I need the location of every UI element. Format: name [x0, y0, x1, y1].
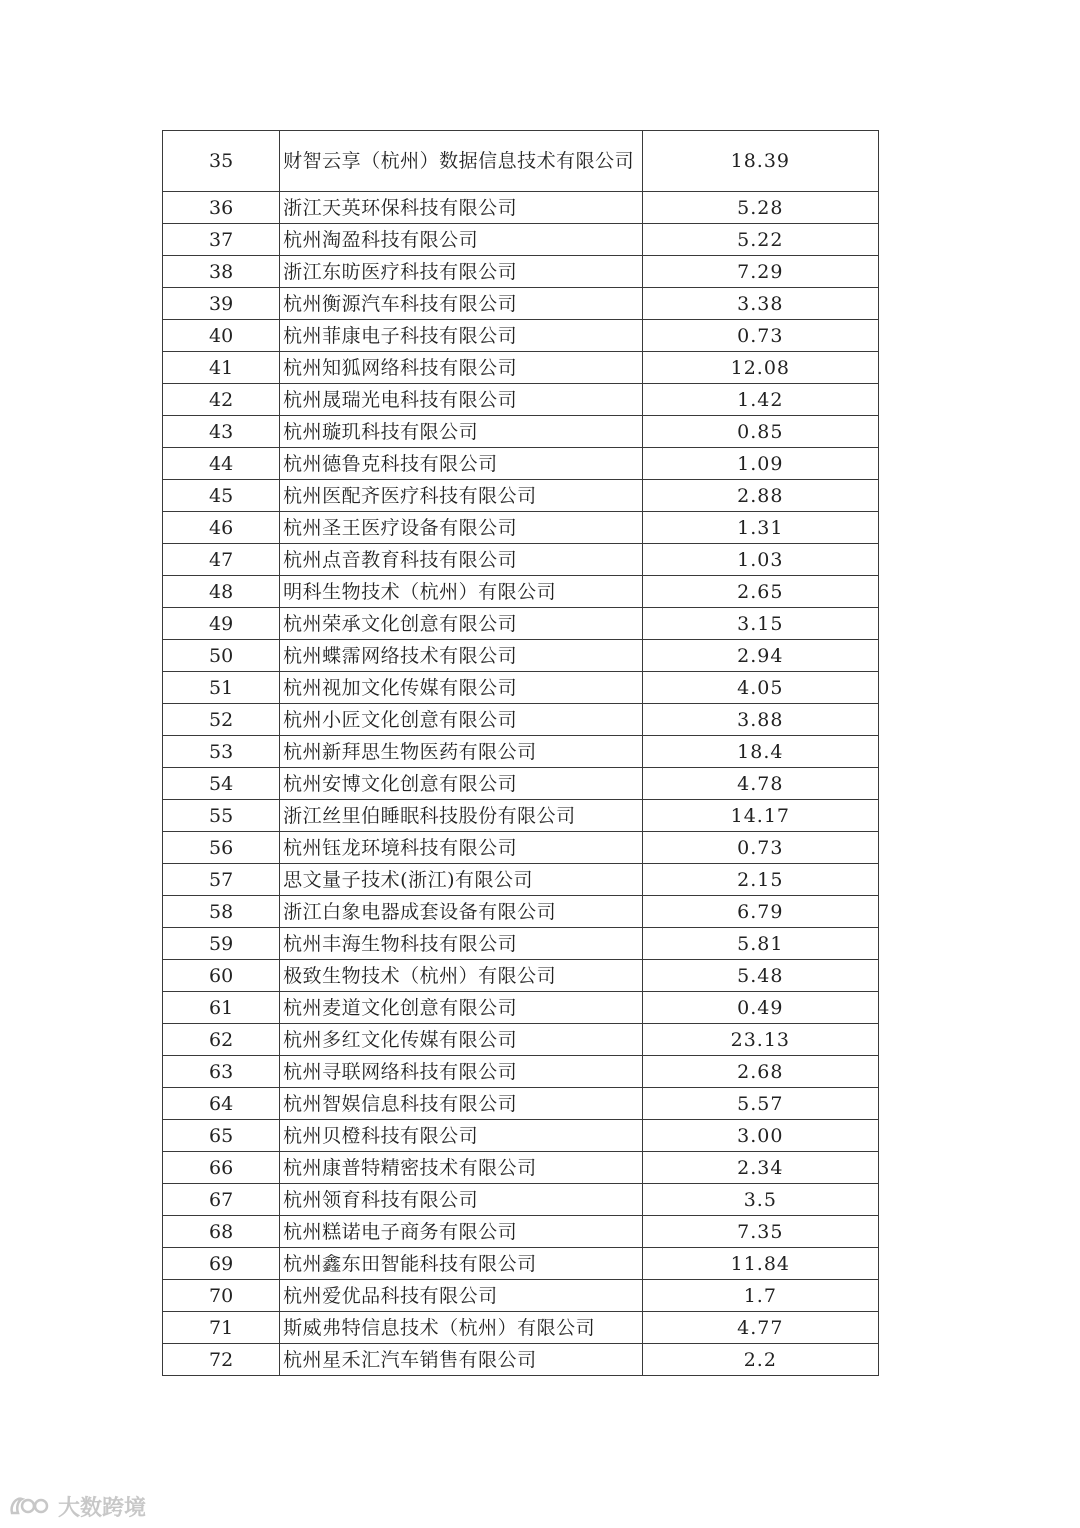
table-row: [163, 896, 879, 928]
amount-cell: 1.42: [642, 384, 878, 416]
company-name-cell: 浙江东昉医疗科技有限公司: [280, 256, 643, 288]
amount-cell: 3.38: [642, 288, 878, 320]
amount-cell: 2.94: [642, 640, 878, 672]
company-name-cell: 杭州衡源汽车科技有限公司: [280, 288, 643, 320]
company-name-cell: 杭州康普特精密技术有限公司: [280, 1152, 643, 1184]
amount-cell: 3.88: [642, 704, 878, 736]
row-number-cell: 56: [163, 832, 280, 864]
amount-cell: 2.65: [642, 576, 878, 608]
table-row: [163, 736, 879, 768]
company-name-cell: 斯威弗特信息技术（杭州）有限公司: [280, 1312, 643, 1344]
company-name-cell: 浙江白象电器成套设备有限公司: [280, 896, 643, 928]
company-name-cell: 杭州荣承文化创意有限公司: [280, 608, 643, 640]
amount-cell: 0.49: [642, 992, 878, 1024]
row-number-cell: 41: [163, 352, 280, 384]
row-number-cell: 71: [163, 1312, 280, 1344]
row-number-cell: 37: [163, 224, 280, 256]
amount-cell: 23.13: [642, 1024, 878, 1056]
company-name-cell: 浙江天英环保科技有限公司: [280, 192, 643, 224]
company-name-cell: 杭州璇玑科技有限公司: [280, 416, 643, 448]
amount-cell: 5.57: [642, 1088, 878, 1120]
company-name-cell: 杭州医配齐医疗科技有限公司: [280, 480, 643, 512]
row-number-cell: 52: [163, 704, 280, 736]
company-name-cell: 杭州爱优品科技有限公司: [280, 1280, 643, 1312]
amount-cell: 5.48: [642, 960, 878, 992]
table-row: [163, 288, 879, 320]
row-number-cell: 49: [163, 608, 280, 640]
table-row: [163, 704, 879, 736]
row-number-cell: 57: [163, 864, 280, 896]
row-number-cell: 40: [163, 320, 280, 352]
watermark: [8, 1491, 146, 1521]
table-row: [163, 1088, 879, 1120]
amount-cell: 2.68: [642, 1056, 878, 1088]
amount-cell: 11.84: [642, 1248, 878, 1280]
table-row: [163, 864, 879, 896]
company-name-cell: 杭州菲康电子科技有限公司: [280, 320, 643, 352]
amount-cell: 0.73: [642, 832, 878, 864]
amount-cell: 3.00: [642, 1120, 878, 1152]
row-number-cell: 46: [163, 512, 280, 544]
company-name-cell: 杭州德鲁克科技有限公司: [280, 448, 643, 480]
row-number-cell: 59: [163, 928, 280, 960]
amount-cell: 4.77: [642, 1312, 878, 1344]
table-row: [163, 608, 879, 640]
amount-cell: 0.73: [642, 320, 878, 352]
company-table: [162, 130, 879, 1376]
table-row: [163, 576, 879, 608]
company-name-cell: 杭州丰海生物科技有限公司: [280, 928, 643, 960]
company-name-cell: 杭州星禾汇汽车销售有限公司: [280, 1344, 643, 1376]
table-body: [163, 131, 879, 1376]
row-number-cell: 54: [163, 768, 280, 800]
row-number-cell: 35: [163, 131, 280, 192]
amount-cell: 5.28: [642, 192, 878, 224]
row-number-cell: 39: [163, 288, 280, 320]
brand-logo-icon: [8, 1493, 52, 1519]
row-number-cell: 53: [163, 736, 280, 768]
company-name-cell: 杭州寻联网络科技有限公司: [280, 1056, 643, 1088]
company-name-cell: 财智云享（杭州）数据信息技术有限公司: [280, 131, 643, 192]
amount-cell: 1.31: [642, 512, 878, 544]
company-name-cell: 杭州多红文化传媒有限公司: [280, 1024, 643, 1056]
table-row: [163, 384, 879, 416]
company-name-cell: 杭州贝橙科技有限公司: [280, 1120, 643, 1152]
table-row: [163, 992, 879, 1024]
table-row: [163, 480, 879, 512]
table-row: [163, 768, 879, 800]
amount-cell: 2.2: [642, 1344, 878, 1376]
row-number-cell: 44: [163, 448, 280, 480]
row-number-cell: 70: [163, 1280, 280, 1312]
company-name-cell: 杭州鑫东田智能科技有限公司: [280, 1248, 643, 1280]
row-number-cell: 58: [163, 896, 280, 928]
row-number-cell: 48: [163, 576, 280, 608]
row-number-cell: 38: [163, 256, 280, 288]
amount-cell: 5.81: [642, 928, 878, 960]
amount-cell: 4.05: [642, 672, 878, 704]
amount-cell: 1.7: [642, 1280, 878, 1312]
row-number-cell: 42: [163, 384, 280, 416]
company-name-cell: 杭州视加文化传媒有限公司: [280, 672, 643, 704]
row-number-cell: 51: [163, 672, 280, 704]
row-number-cell: 43: [163, 416, 280, 448]
table-row: [163, 512, 879, 544]
company-name-cell: 杭州领育科技有限公司: [280, 1184, 643, 1216]
table-row: [163, 224, 879, 256]
amount-cell: 7.35: [642, 1216, 878, 1248]
company-name-cell: 杭州蝶霈网络技术有限公司: [280, 640, 643, 672]
company-name-cell: 杭州晟瑞光电科技有限公司: [280, 384, 643, 416]
table-row: [163, 832, 879, 864]
company-name-cell: 杭州圣王医疗设备有限公司: [280, 512, 643, 544]
row-number-cell: 61: [163, 992, 280, 1024]
amount-cell: 1.03: [642, 544, 878, 576]
amount-cell: 3.15: [642, 608, 878, 640]
row-number-cell: 65: [163, 1120, 280, 1152]
row-number-cell: 69: [163, 1248, 280, 1280]
amount-cell: 14.17: [642, 800, 878, 832]
company-name-cell: 思文量子技术(浙江)有限公司: [280, 864, 643, 896]
amount-cell: 1.09: [642, 448, 878, 480]
table-row: [163, 640, 879, 672]
table-row: [163, 131, 879, 192]
amount-cell: 2.34: [642, 1152, 878, 1184]
company-name-cell: 杭州淘盈科技有限公司: [280, 224, 643, 256]
company-name-cell: 杭州麦道文化创意有限公司: [280, 992, 643, 1024]
row-number-cell: 68: [163, 1216, 280, 1248]
table-row: [163, 1344, 879, 1376]
table-row: [163, 1120, 879, 1152]
amount-cell: 18.39: [642, 131, 878, 192]
row-number-cell: 50: [163, 640, 280, 672]
company-name-cell: 杭州新拜思生物医药有限公司: [280, 736, 643, 768]
table-row: [163, 1056, 879, 1088]
table-row: [163, 1280, 879, 1312]
amount-cell: 6.79: [642, 896, 878, 928]
watermark-text: 大数跨境: [58, 1495, 147, 1521]
company-name-cell: 杭州小匠文化创意有限公司: [280, 704, 643, 736]
amount-cell: 2.88: [642, 480, 878, 512]
amount-cell: 2.15: [642, 864, 878, 896]
row-number-cell: 72: [163, 1344, 280, 1376]
table-row: [163, 1312, 879, 1344]
table-row: [163, 1216, 879, 1248]
table-row: [163, 416, 879, 448]
row-number-cell: 45: [163, 480, 280, 512]
table-row: [163, 1024, 879, 1056]
row-number-cell: 64: [163, 1088, 280, 1120]
row-number-cell: 47: [163, 544, 280, 576]
table-row: [163, 960, 879, 992]
row-number-cell: 55: [163, 800, 280, 832]
table-row: [163, 192, 879, 224]
amount-cell: 0.85: [642, 416, 878, 448]
amount-cell: 7.29: [642, 256, 878, 288]
company-name-cell: 杭州安博文化创意有限公司: [280, 768, 643, 800]
row-number-cell: 62: [163, 1024, 280, 1056]
table-row: [163, 352, 879, 384]
company-name-cell: 明科生物技术（杭州）有限公司: [280, 576, 643, 608]
row-number-cell: 63: [163, 1056, 280, 1088]
table-row: [163, 1184, 879, 1216]
table-row: [163, 672, 879, 704]
company-name-cell: 杭州智娱信息科技有限公司: [280, 1088, 643, 1120]
amount-cell: 18.4: [642, 736, 878, 768]
company-name-cell: 杭州知狐网络科技有限公司: [280, 352, 643, 384]
table-row: [163, 1248, 879, 1280]
row-number-cell: 67: [163, 1184, 280, 1216]
company-name-cell: 杭州点音教育科技有限公司: [280, 544, 643, 576]
amount-cell: 3.5: [642, 1184, 878, 1216]
company-name-cell: 浙江丝里伯睡眠科技股份有限公司: [280, 800, 643, 832]
table-row: [163, 928, 879, 960]
row-number-cell: 66: [163, 1152, 280, 1184]
table-row: [163, 800, 879, 832]
row-number-cell: 36: [163, 192, 280, 224]
company-name-cell: 杭州糕诺电子商务有限公司: [280, 1216, 643, 1248]
table-row: [163, 256, 879, 288]
company-name-cell: 极致生物技术（杭州）有限公司: [280, 960, 643, 992]
amount-cell: 12.08: [642, 352, 878, 384]
table-row: [163, 448, 879, 480]
table-row: [163, 544, 879, 576]
table-row: [163, 320, 879, 352]
amount-cell: 5.22: [642, 224, 878, 256]
row-number-cell: 60: [163, 960, 280, 992]
amount-cell: 4.78: [642, 768, 878, 800]
company-name-cell: 杭州钰龙环境科技有限公司: [280, 832, 643, 864]
table-row: [163, 1152, 879, 1184]
